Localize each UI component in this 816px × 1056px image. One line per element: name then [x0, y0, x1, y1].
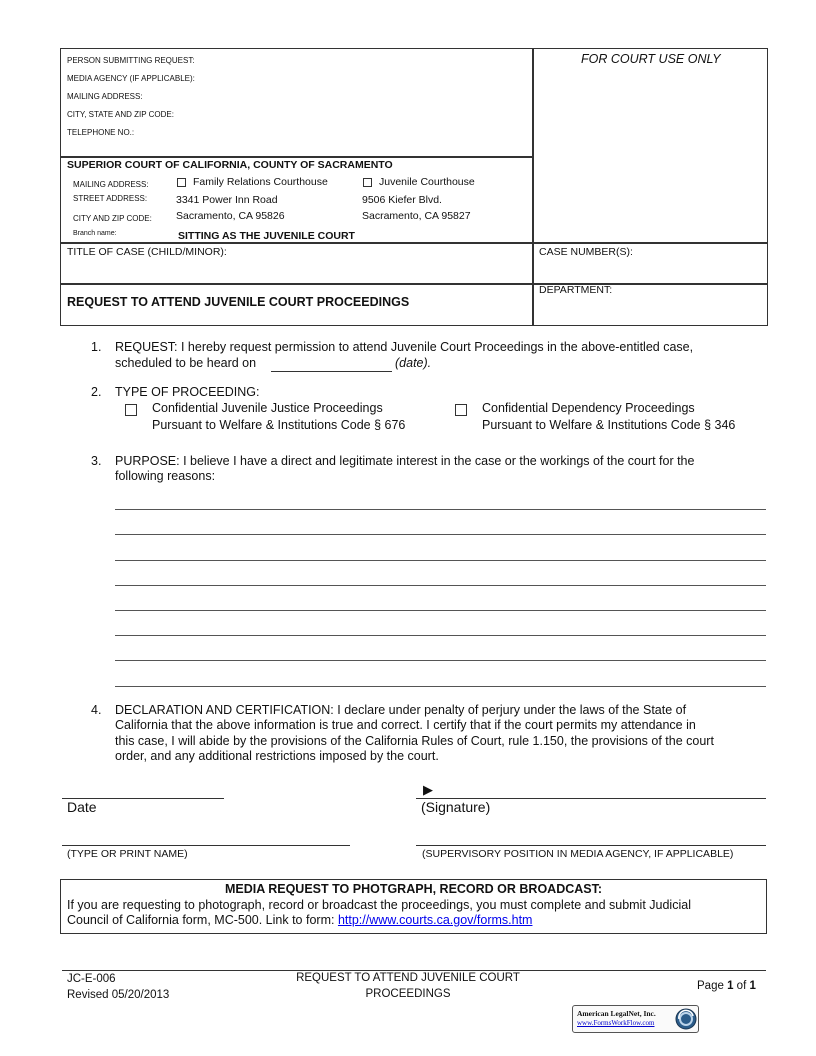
form-id: JC-E-006 — [67, 973, 116, 985]
court-city-label: CITY AND ZIP CODE: — [73, 214, 152, 223]
reason-line-8[interactable] — [115, 686, 766, 687]
dependency-checkbox[interactable] — [455, 404, 467, 416]
option1-street: 3341 Power Inn Road — [176, 194, 278, 206]
option1-name: Family Relations Courthouse — [193, 176, 328, 188]
item4-text-line4: order, and any additional restrictions imposed by the court. — [115, 749, 439, 763]
item2-option1-line2: Pursuant to Welfare & Institutions Code § 676 — [152, 418, 406, 432]
media-request-line2 — [67, 913, 532, 927]
item4-text-line3: this case, I will abide by the provisions of the California Rules of Court, rule 1.150, the provisions of the court — [115, 734, 714, 748]
reason-line-2[interactable] — [115, 534, 766, 535]
page-number — [697, 980, 756, 992]
forms-link[interactable]: http://www.courts.ca.gov/forms.htm — [337, 913, 533, 927]
court-branch-label: Branch name: — [73, 230, 117, 237]
logo-line1: American LegalNet, Inc. — [577, 1009, 656, 1018]
reason-line-5[interactable] — [115, 610, 766, 611]
item2-option2-line1: Confidential Dependency Proceedings — [482, 401, 695, 415]
family-relations-checkbox[interactable] — [177, 178, 186, 187]
header-divider-2 — [60, 242, 768, 244]
globe-icon — [675, 1008, 697, 1030]
header-divider-3 — [60, 283, 533, 285]
option2-city: Sacramento, CA 95827 — [362, 210, 471, 222]
item1-date-label: (date). — [395, 356, 432, 370]
item2-option1-line1: Confidential Juvenile Justice Proceedings — [152, 401, 383, 415]
case-number-label: CASE NUMBER(S): — [539, 246, 633, 258]
page-total: 1 — [749, 980, 756, 992]
hearing-date-field[interactable] — [271, 371, 392, 372]
header-divider-1 — [60, 156, 533, 158]
juvenile-justice-checkbox[interactable] — [125, 404, 137, 416]
court-name: SUPERIOR COURT OF CALIFORNIA, COUNTY OF SACRAMENTO — [67, 159, 393, 171]
mailing-address-label: MAILING ADDRESS: — [67, 92, 143, 101]
page-current: 1 — [727, 980, 734, 992]
item2-number: 2. — [91, 385, 102, 399]
media-agency-label: MEDIA AGENCY (IF APPLICABLE): — [67, 74, 195, 83]
date-label: Date — [67, 799, 97, 815]
telephone-label: TELEPHONE NO.: — [67, 128, 135, 137]
item1-text-line2: scheduled to be heard on — [115, 356, 257, 370]
option2-name: Juvenile Courthouse — [379, 176, 475, 188]
print-name-label: (TYPE OR PRINT NAME) — [67, 848, 188, 860]
juvenile-courthouse-checkbox[interactable] — [363, 178, 372, 187]
footer-title-line1: REQUEST TO ATTEND JUVENILE COURT — [296, 972, 520, 984]
print-name-field[interactable] — [62, 845, 350, 846]
footer-rule — [62, 970, 766, 971]
signature-arrow-icon: ▶ — [423, 782, 433, 797]
footer-title-line2: PROCEEDINGS — [365, 988, 451, 1000]
form-title: REQUEST TO ATTEND JUVENILE COURT PROCEEDINGS — [67, 295, 410, 309]
item2-title: TYPE OF PROCEEDING: — [115, 385, 260, 399]
media-request-line1: If you are requesting to photograph, record or broadcast the proceedings, you must complete and submit Judicial — [67, 898, 691, 912]
revised-date: Revised 05/20/2013 — [67, 989, 170, 1001]
department-label: DEPARTMENT: — [539, 284, 613, 296]
position-field[interactable] — [416, 845, 766, 846]
person-submitting-label: PERSON SUBMITTING REQUEST: — [67, 56, 195, 65]
option1-city: Sacramento, CA 95826 — [176, 210, 285, 222]
item4-number: 4. — [91, 703, 102, 717]
legalnet-logo — [572, 1005, 699, 1033]
page-of: of — [736, 980, 747, 992]
media-request-line2-text: Council of California form, MC-500. Link to form: — [67, 913, 335, 927]
item2-option2-line2: Pursuant to Welfare & Institutions Code § 346 — [482, 418, 736, 432]
item3-text-line2: following reasons: — [115, 469, 216, 483]
item1-number: 1. — [91, 340, 102, 354]
court-mailing-label: MAILING ADDRESS: — [73, 180, 149, 189]
reason-line-7[interactable] — [115, 660, 766, 661]
item3-number: 3. — [91, 454, 102, 468]
reason-line-1[interactable] — [115, 509, 766, 510]
item1-text-line1: REQUEST: I hereby request permission to attend Juvenile Court Proceedings in the above-entitled case, — [115, 340, 694, 354]
court-street-label: STREET ADDRESS: — [73, 194, 148, 203]
item3-text-line1: PURPOSE: I believe I have a direct and legitimate interest in the case or the workings of the court for the — [115, 454, 695, 468]
item4-text-line1: DECLARATION AND CERTIFICATION: I declare under penalty of perjury under the laws of the State of — [115, 703, 687, 717]
court-use-label: FOR COURT USE ONLY — [581, 52, 721, 66]
city-state-zip-label: CITY, STATE AND ZIP CODE: — [67, 110, 174, 119]
reason-line-6[interactable] — [115, 635, 766, 636]
logo-line2: www.FormsWorkFlow.com — [577, 1019, 655, 1027]
position-label: (SUPERVISORY POSITION IN MEDIA AGENCY, IF APPLICABLE) — [422, 848, 734, 860]
page-prefix: Page — [697, 980, 724, 992]
item4-text-line2: California that the above information is true and correct. I certify that if the court permits my attendance in — [115, 718, 696, 732]
case-title-label: TITLE OF CASE (CHILD/MINOR): — [67, 246, 227, 258]
option2-street: 9506 Kiefer Blvd. — [362, 194, 442, 206]
reason-line-4[interactable] — [115, 585, 766, 586]
branch-value: SITTING AS THE JUVENILE COURT — [178, 230, 355, 242]
media-request-title: MEDIA REQUEST TO PHOTGRAPH, RECORD OR BROADCAST: — [224, 882, 603, 896]
signature-label: (Signature) — [421, 799, 491, 815]
reason-line-3[interactable] — [115, 560, 766, 561]
